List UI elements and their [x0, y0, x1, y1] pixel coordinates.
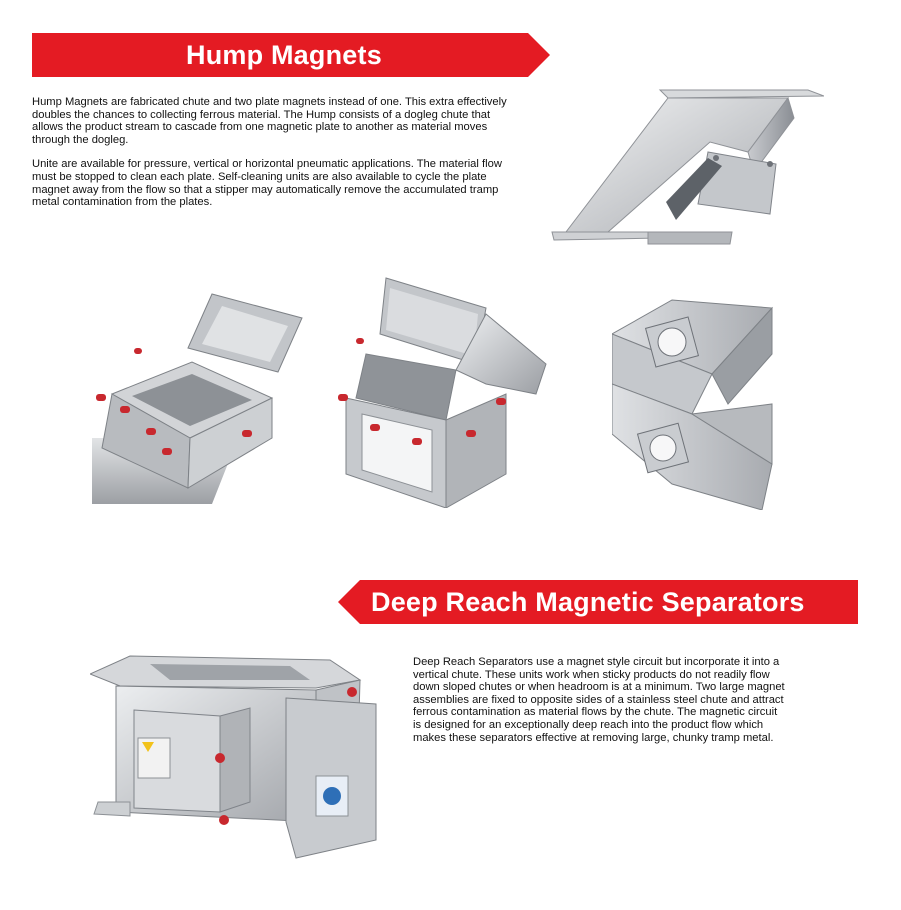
- deep-reach-description: [413, 656, 785, 756]
- dogleg-chute-photo: [612, 294, 778, 510]
- deep-reach-paragraph-1: Deep Reach Separators use a magnet style circuit but incorporate it into a vertical chute. These units work when sticky products do not readily flow down sloped chutes or when headroom is at a minimum. Two large magnet assemblies are fixed to opposite sides of a stainless steel chute and attract ferrous contamination as material flows by the chute. The magnetic circuit is designed for an exceptionally deep reach into the product flow which makes these separators effective at removing large, chunky tramp metal.: [413, 656, 785, 744]
- hump-paragraph-2: Unite are available for pressure, vertical or horizontal pneumatic applications. The material flow must be stopped to clean each plate. Self-cleaning units are also available to cycle the plate magnet away from the flow so that a stipper may automatically remove the accumulated tramp metal contamination from the plates.: [32, 158, 502, 209]
- hump-magnets-title: Hump Magnets: [186, 40, 382, 70]
- hump-magnets-description: [32, 96, 510, 221]
- hump-magnet-open-photo-1: [92, 288, 310, 504]
- hump-paragraph-1: Hump Magnets are fabricated chute and two plate magnets instead of one. This extra effectively doubles the chances to collecting ferrous material. The Hump consists of a dogleg chute that allows the product stream to cascade from one magnetic plate to another as material moves through the dogleg.: [32, 96, 507, 146]
- deep-reach-separator-photo: [90, 652, 380, 866]
- hump-chute-photo: [548, 82, 824, 252]
- deep-reach-title: Deep Reach Magnetic Separators: [371, 587, 805, 617]
- deep-reach-banner: [338, 580, 858, 624]
- hump-magnets-banner: [32, 33, 550, 77]
- hump-magnet-open-photo-2: [336, 274, 554, 508]
